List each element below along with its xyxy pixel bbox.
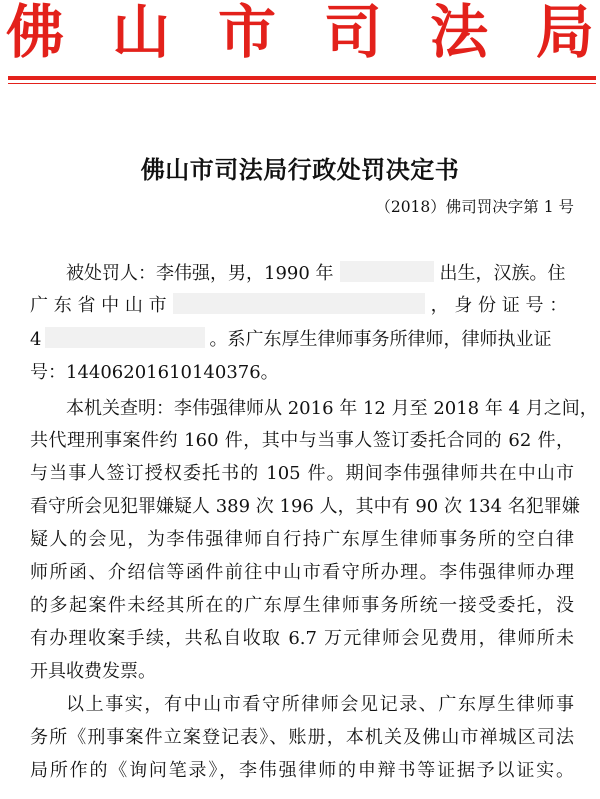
text-fragment: 出生，汉族。住 xyxy=(439,263,566,284)
letterhead-char: 司 xyxy=(323,0,382,66)
text-fragment: 号：14406201610140376。 xyxy=(30,362,279,383)
text-fragment: 被处罚人：李伟强，男，1990 年 xyxy=(66,263,334,284)
letterhead-rule-thin xyxy=(8,83,596,84)
text-line xyxy=(66,259,566,285)
redacted-address xyxy=(173,293,425,314)
letterhead-char: 佛 xyxy=(6,0,65,66)
redacted-id-number xyxy=(45,327,205,348)
letterhead-rule-thick xyxy=(8,76,596,80)
document-number: （2018）佛司罚决字第 1 号 xyxy=(375,198,574,216)
text-line: 的多起案件未经其所在的广东厚生律师事务所统一接受委托，没 xyxy=(30,595,574,616)
text-line: 务所《刑事案件立案登记表》、账册，本机关及佛山市禅城区司法 xyxy=(30,727,574,748)
text-line: 看守所会见犯罪嫌疑人 389 次 196 人，其中有 90 次 134 名犯罪嫌 xyxy=(30,496,580,517)
letterhead-char: 局 xyxy=(535,0,594,66)
text-line: 本机关查明：李伟强律师从 2016 年 12 月至 2018 年 4 月之间， xyxy=(66,398,598,419)
text-line xyxy=(30,358,279,384)
text-fragment: 4 xyxy=(30,329,42,350)
redacted-birthdate xyxy=(340,261,434,282)
letterhead-title xyxy=(6,0,594,68)
text-line: 以上事实，有中山市看守所律师会见记录、广东厚生律师事 xyxy=(66,694,574,715)
text-line: 疑人的会见，为李伟强律师自行持广东厚生律师事务所的空白律 xyxy=(30,529,574,550)
text-line xyxy=(30,325,551,351)
text-line: 有办理收案手续，共私自收取 6.7 万元律师会见费用，律师所未 xyxy=(30,628,574,649)
text-fragment: 。系广东厚生律师事务所律师，律师执业证 xyxy=(209,329,552,350)
text-fragment: ， 身 份 证 号 ： xyxy=(430,295,568,316)
document-title: 佛山市司法局行政处罚决定书 xyxy=(140,155,460,184)
text-line: 局所作的《询问笔录》，李伟强律师的申辩书等证据予以证实。 xyxy=(30,760,574,781)
text-line: 师所函、介绍信等函件前往中山市看守所办理。李伟强律师办理 xyxy=(30,562,574,583)
letterhead-char: 市 xyxy=(217,0,276,66)
text-line: 与当事人签订授权委托书的 105 件。期间李伟强律师共在中山市 xyxy=(30,463,574,484)
text-line xyxy=(30,291,567,317)
letterhead-char: 法 xyxy=(429,0,488,66)
text-line: 共代理刑事案件约 160 件，其中与当事人签订委托合同的 62 件， xyxy=(30,430,574,451)
text-line: 开具收费发票。 xyxy=(30,661,156,682)
text-fragment: 广 东 省 中 山 市 xyxy=(30,295,167,316)
letterhead-char: 山 xyxy=(111,0,170,66)
